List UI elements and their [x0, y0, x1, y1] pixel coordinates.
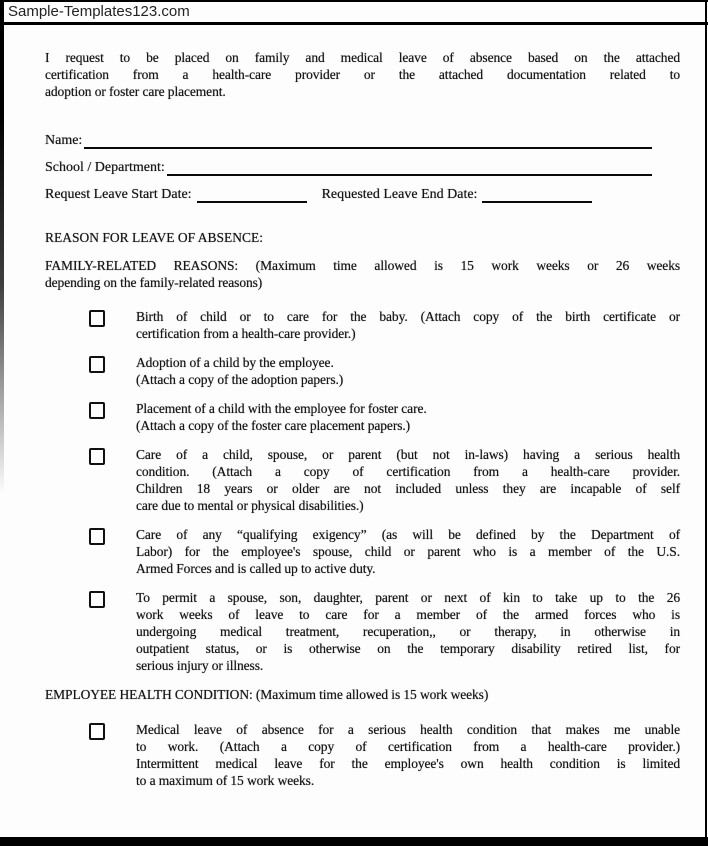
text-line: certification from a health-care provider.) [136, 326, 356, 341]
form-fields [45, 130, 652, 203]
text-line: Care of a child, spouse, or parent (but not in-laws) having a serious health [136, 447, 680, 462]
item-paragraph [136, 400, 680, 417]
checkbox[interactable] [89, 310, 105, 327]
name-field-row [45, 130, 652, 149]
text-line: outpatient status, or is otherwise on the temporary disability retired list, for [136, 641, 680, 656]
item-paragraph [136, 417, 680, 434]
checkbox[interactable] [89, 448, 105, 465]
item-paragraph [136, 721, 680, 789]
name-input-line[interactable] [84, 128, 652, 149]
checkbox-item [45, 354, 680, 388]
family-reasons-list [45, 308, 680, 674]
checkbox-item-text [136, 589, 680, 674]
form-content [0, 25, 708, 789]
school-department-label: School / Department: [45, 160, 165, 175]
scan-border-right [705, 0, 707, 846]
checkbox[interactable] [89, 402, 105, 419]
text-line: Medical leave of absence for a serious health condition that makes me unable [136, 722, 680, 737]
text-line: depending on the family-related reasons) [45, 275, 263, 290]
reason-section-heading: REASON FOR LEAVE OF ABSENCE: [45, 230, 264, 245]
checkbox-item [45, 721, 680, 789]
scan-border-bottom [0, 837, 708, 846]
item-paragraph [136, 589, 680, 674]
checkbox[interactable] [89, 356, 105, 373]
text-line: I request to be placed on family and medical leave of absence based on the attached [45, 50, 680, 65]
text-line: care due to mental or physical disabilities.) [136, 498, 364, 513]
checkbox-item-text [136, 526, 680, 577]
item-paragraph [136, 354, 680, 371]
item-paragraph [136, 308, 680, 342]
text-line: Placement of a child with the employee for foster care. [136, 401, 427, 416]
checkbox-item [45, 446, 680, 514]
text-line: To permit a spouse, son, daughter, parent or next of kin to take up to the 26 [136, 590, 680, 605]
text-line: (Attach a copy of the foster care placement papers.) [136, 418, 411, 433]
text-line: work weeks of leave to care for a member of the armed forces who is [136, 607, 680, 622]
checkbox-item-text [136, 446, 680, 514]
school-department-field-row [45, 157, 652, 176]
item-paragraph [136, 371, 680, 388]
item-paragraph [136, 526, 680, 577]
text-line: to a maximum of 15 work weeks. [136, 773, 315, 788]
name-label: Name: [45, 133, 83, 148]
checkbox-item [45, 526, 680, 577]
text-line: Intermittent medical leave for the employee's own health condition is limited [136, 756, 680, 771]
watermark-divider-line [0, 22, 708, 25]
text-line: certification from a health-care provider or the attached documentation related to [45, 67, 680, 82]
item-paragraph [136, 446, 680, 514]
checkbox-item-text [136, 354, 680, 388]
scan-border-top [0, 0, 708, 2]
checkbox-item-text [136, 308, 680, 342]
checkbox[interactable] [89, 723, 105, 740]
checkbox-item [45, 308, 680, 342]
checkbox-item [45, 400, 680, 434]
text-line: adoption or foster care placement. [45, 84, 226, 99]
text-line: (Attach a copy of the adoption papers.) [136, 372, 344, 387]
watermark-text: Sample-Templates123.com [8, 3, 190, 20]
intro-paragraph [45, 49, 680, 100]
start-date-input-line[interactable] [197, 182, 307, 203]
family-reasons-heading [45, 257, 680, 291]
text-line: to work. (Attach a copy of certification from a health-care provider.) [136, 739, 680, 754]
text-line: Armed Forces and is called up to active duty. [136, 561, 376, 576]
employee-health-heading [45, 686, 680, 703]
text-line: EMPLOYEE HEALTH CONDITION: (Maximum time allowed is 15 work weeks) [45, 687, 489, 702]
checkbox[interactable] [89, 591, 105, 608]
end-date-input-line[interactable] [482, 182, 592, 203]
text-line: Birth of child or to care for the baby. (Attach copy of the birth certificate or [136, 309, 680, 324]
checkbox-item-text [136, 721, 680, 789]
dates-field-row [45, 184, 652, 203]
end-date-label: Requested Leave End Date: [321, 187, 478, 202]
text-line: Children 18 years or older are not included unless they are incapable of self [136, 481, 680, 496]
text-line: Labor) for the employee's spouse, child or parent who is a member of the U.S. [136, 544, 680, 559]
start-date-label: Request Leave Start Date: [45, 187, 192, 202]
checkbox[interactable] [89, 528, 105, 545]
checkbox-item [45, 589, 680, 674]
scan-border-left [0, 0, 4, 520]
text-line: Care of any “qualifying exigency” (as will be defined by the Department of [136, 527, 680, 542]
school-department-input-line[interactable] [167, 155, 652, 176]
text-line: Adoption of a child by the employee. [136, 355, 334, 370]
text-line: FAMILY-RELATED REASONS: (Maximum time allowed is 15 work weeks or 26 weeks [45, 258, 680, 273]
text-line: condition. (Attach a copy of certification from a health-care provider. [136, 464, 680, 479]
text-line: undergoing medical treatment, recuperation,, or therapy, in otherwise in [136, 624, 680, 639]
checkbox-item-text [136, 400, 680, 434]
text-line: serious injury or illness. [136, 658, 264, 673]
employee-health-list [45, 721, 680, 789]
